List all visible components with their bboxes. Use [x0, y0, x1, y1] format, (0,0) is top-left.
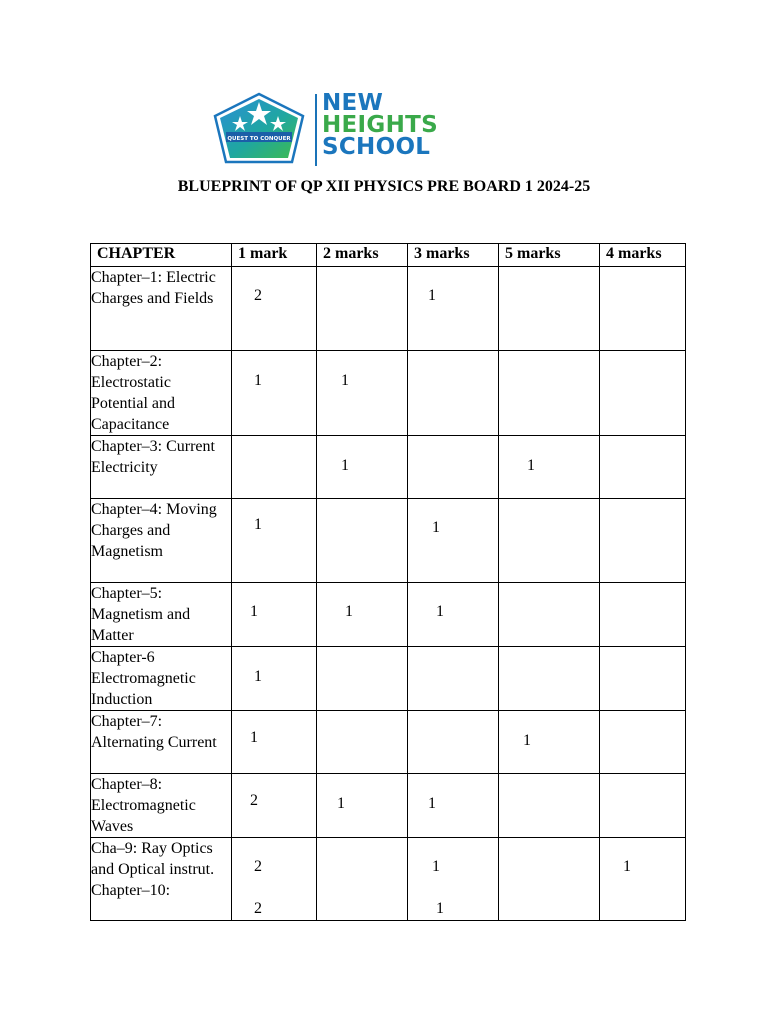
header-2-marks: 2 marks: [317, 244, 408, 267]
cell-value: 1: [341, 372, 349, 389]
cell-value: 1: [432, 519, 440, 536]
value-cell: [317, 267, 408, 351]
value-cell: [232, 436, 317, 499]
header-3-marks: 3 marks: [408, 244, 499, 267]
value-cell: [232, 583, 317, 647]
value-cell: [232, 774, 317, 838]
value-cell: [408, 774, 499, 838]
value-cell: [600, 351, 686, 436]
value-cell: [408, 499, 499, 583]
value-cell: [600, 436, 686, 499]
cell-value: 1: [254, 668, 262, 685]
value-cell: [499, 647, 600, 711]
badge-motto: QUEST TO CONQUER: [227, 136, 291, 142]
cell-value: 1: [432, 858, 440, 875]
value-cell: [317, 351, 408, 436]
value-cell: [408, 647, 499, 711]
value-cell: [600, 711, 686, 774]
chapter-cell: Chapter–1: Electric Charges and Fields: [91, 267, 232, 351]
cell-value: 2: [254, 287, 262, 304]
value-cell: [499, 351, 600, 436]
school-name: [322, 92, 438, 158]
value-cell: [232, 711, 317, 774]
table-row: [91, 351, 686, 436]
value-cell: [317, 774, 408, 838]
table-row: [91, 436, 686, 499]
cell-value: 1: [250, 729, 258, 746]
value-cell: [499, 583, 600, 647]
value-cell: [408, 267, 499, 351]
value-cell: [317, 711, 408, 774]
value-cell: [499, 838, 600, 921]
table-row: [91, 838, 686, 921]
value-cell: [317, 838, 408, 921]
cell-value: 1: [250, 603, 258, 620]
value-cell: [499, 499, 600, 583]
cell-value: 1: [345, 603, 353, 620]
chapter-cell: Chapter–7: Alternating Current: [91, 711, 232, 774]
cell-value: 1: [623, 858, 631, 875]
value-cell: [600, 774, 686, 838]
page-title: BLUEPRINT OF QP XII PHYSICS PRE BOARD 1 2024-25: [177, 178, 591, 195]
value-cell: [408, 711, 499, 774]
value-cell: [408, 436, 499, 499]
header-4-marks: 4 marks: [600, 244, 686, 267]
chapter-cell: Chapter-6 Electromagnetic Induction: [91, 647, 232, 711]
chapter-cell: Chapter–3: Current Electricity: [91, 436, 232, 499]
school-name-line-3: SCHOOL: [322, 134, 431, 160]
table-row: [91, 583, 686, 647]
value-cell: [408, 838, 499, 921]
cell-value: 1: [428, 287, 436, 304]
cell-value: 1: [254, 372, 262, 389]
cell-value: 2: [250, 792, 258, 809]
chapter-cell: Chapter–5: Magnetism and Matter: [91, 583, 232, 647]
cell-value: 1: [527, 457, 535, 474]
cell-value: 1: [341, 457, 349, 474]
value-cell: [499, 436, 600, 499]
value-cell: [499, 711, 600, 774]
chapter-text: Chapter–10:: [91, 882, 171, 899]
value-cell: [499, 267, 600, 351]
value-cell: [232, 351, 317, 436]
value-cell: [600, 267, 686, 351]
cell-value: 1: [436, 603, 444, 620]
cell-value: 1: [254, 516, 262, 533]
header-1-mark: 1 mark: [232, 244, 317, 267]
value-cell: [600, 499, 686, 583]
chapter-text: Cha–9: Ray Optics and Optical instrut.: [91, 840, 215, 878]
cell-value: 1: [436, 900, 444, 917]
blueprint-table: [90, 243, 686, 921]
cell-value: 2: [254, 858, 262, 875]
value-cell: [600, 583, 686, 647]
value-cell: [232, 838, 317, 921]
table-row: [91, 711, 686, 774]
value-cell: [232, 499, 317, 583]
cell-value: 1: [523, 732, 531, 749]
value-cell: [499, 774, 600, 838]
value-cell: [317, 499, 408, 583]
table-row: [91, 774, 686, 838]
chapter-cell: Chapter–4: Moving Charges and Magnetism: [91, 499, 232, 583]
table-row: [91, 267, 686, 351]
header-chapter: CHAPTER: [91, 244, 232, 267]
logo-divider: [315, 94, 317, 166]
school-name-line-2: HEIGHTS: [322, 112, 438, 138]
value-cell: [317, 647, 408, 711]
value-cell: [232, 267, 317, 351]
cell-value: 1: [337, 795, 345, 812]
value-cell: [317, 436, 408, 499]
table-row: [91, 647, 686, 711]
value-cell: [408, 583, 499, 647]
value-cell: [317, 583, 408, 647]
chapter-cell: [91, 838, 232, 921]
school-logo: [212, 90, 462, 170]
cell-value: 1: [428, 795, 436, 812]
chapter-cell: Chapter–2: Electrostatic Potential and Capacitance: [91, 351, 232, 436]
value-cell: [600, 838, 686, 921]
school-name-line-1: NEW: [322, 90, 384, 116]
table-header-row: [91, 244, 686, 267]
chapter-cell: Chapter–8: Electromagnetic Waves: [91, 774, 232, 838]
school-crest-icon: [212, 92, 306, 168]
cell-value: 2: [254, 900, 262, 917]
value-cell: [232, 647, 317, 711]
value-cell: [600, 647, 686, 711]
value-cell: [408, 351, 499, 436]
header-5-marks: 5 marks: [499, 244, 600, 267]
table-row: [91, 499, 686, 583]
